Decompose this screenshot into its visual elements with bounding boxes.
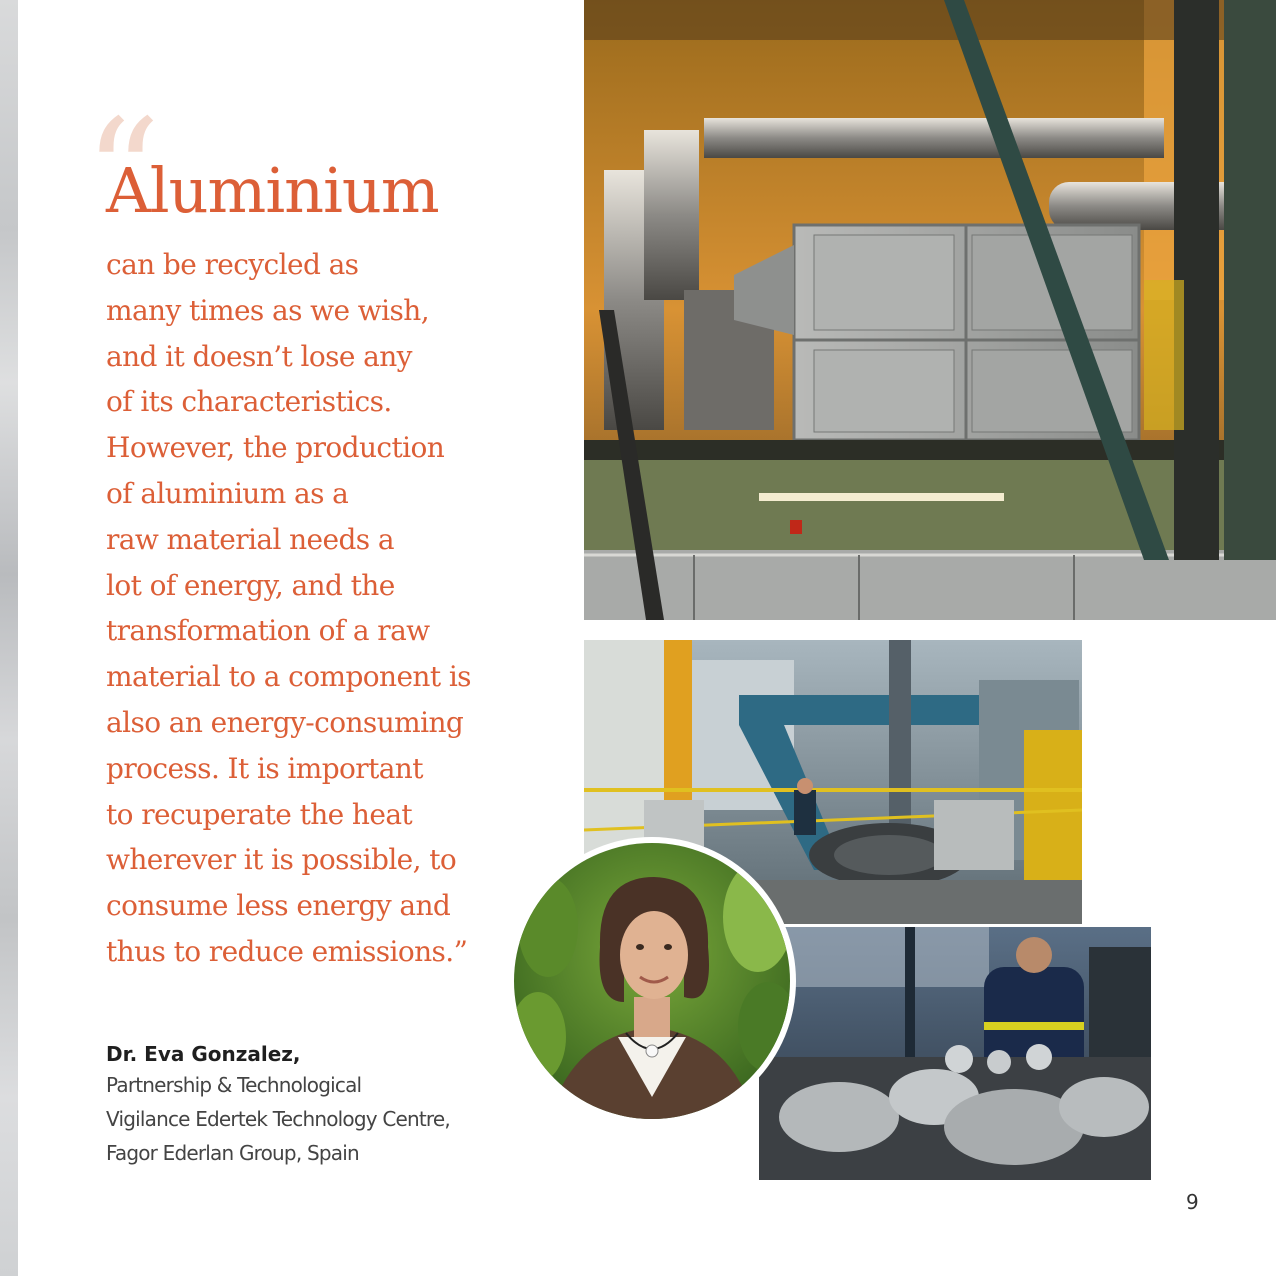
worker-cast-parts-photo [759,927,1151,1180]
quote-line: and it doesn’t lose any [106,339,412,373]
quote-line: lot of energy, and the [106,568,395,602]
author-affiliation-line: Fagor Ederlan Group, Spain [106,1141,359,1165]
author-affiliation-line: Partnership & Technological [106,1073,362,1097]
quote-line: many times as we wish, [106,293,430,327]
quote-line: can be recycled as [106,248,359,281]
quote-line: material to a component is [106,660,471,694]
quote-line: transformation of a raw [106,614,430,648]
page-edge-shadow [0,0,18,1276]
quote-line: of its characteristics. [106,385,392,419]
quote-line: consume less energy and [106,889,451,923]
quote-line: wherever it is possible, to [106,843,457,877]
quote-line: of aluminium as a [106,476,349,510]
author-portrait [508,837,796,1125]
author-affiliation-line: Vigilance Edertek Technology Centre, [106,1107,450,1131]
quote-line: However, the production [106,431,445,465]
quote-body [106,242,471,975]
author-name: Dr. Eva Gonzalez, [106,1042,301,1066]
opening-quote-mark: “ [84,88,161,262]
author-credit [106,1040,450,1170]
quote-line: process. It is important [106,751,423,785]
heat-recovery-plant-photo [584,0,1276,620]
quote-line: thus to reduce emissions.” [106,934,468,968]
quote-line: also an energy-consuming [106,705,464,739]
quote-headline: Aluminium [106,154,439,227]
page-number: 9 [1186,1190,1199,1214]
quote-line: to recuperate the heat [106,797,413,831]
quote-line: raw material needs a [106,522,394,556]
